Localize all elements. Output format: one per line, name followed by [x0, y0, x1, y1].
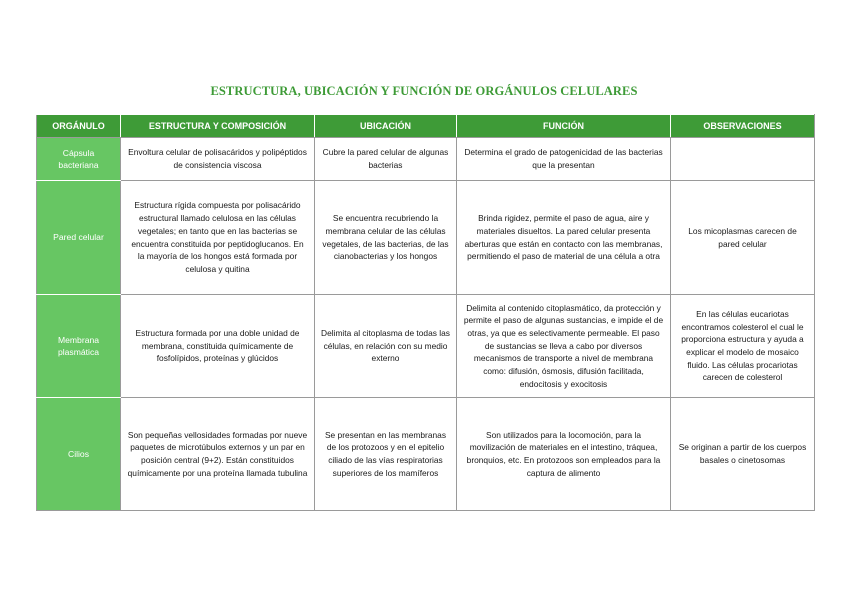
table-row	[37, 138, 815, 181]
structure-cell: Estructura formada por una doble unidad de membrana, constituida químicamente de fosfolípidos, proteínas y glúcidos	[121, 295, 315, 398]
observations-cell: En las células eucariotas encontramos colesterol el cual le proporciona estructura y ayuda a explicar el modelo de mosaico fluido. Las células procariotas carecen de colesterol	[671, 295, 815, 398]
header-function: FUNCIÓN	[457, 115, 671, 138]
document-title: ESTRUCTURA, UBICACIÓN Y FUNCIÓN DE ORGÁNULOS CELULARES	[210, 84, 638, 98]
observations-cell: Los micoplasmas carecen de pared celular	[671, 181, 815, 295]
header-observations: OBSERVACIONES	[671, 115, 815, 138]
table-row	[37, 181, 815, 295]
organ-cell: Pared celular	[37, 181, 121, 295]
function-cell: Determina el grado de patogenicidad de las bacterias que la presentan	[457, 138, 671, 181]
location-cell: Cubre la pared celular de algunas bacterias	[315, 138, 457, 181]
observations-cell: Se originan a partir de los cuerpos basales o cinetosomas	[671, 398, 815, 511]
structure-cell: Estructura rígida compuesta por polisacárido estructural llamado celulosa en las células vegetales; en tanto que en las bacterias se encuentra constituida por peptidoglucanos. En la mayoría de los hongos está formada por celulosa y quitina	[121, 181, 315, 295]
table-row	[37, 295, 815, 398]
organelles-table	[36, 114, 815, 511]
location-cell: Delimita al citoplasma de todas las células, en relación con su medio externo	[315, 295, 457, 398]
organ-cell: Cilios	[37, 398, 121, 511]
table-header-row	[37, 115, 815, 138]
organ-cell: Cápsula bacteriana	[37, 138, 121, 181]
location-cell: Se encuentra recubriendo la membrana celular de las células vegetales, de las bacterias, de las cianobacterias y los hongos	[315, 181, 457, 295]
observations-cell	[671, 138, 815, 181]
structure-cell: Son pequeñas vellosidades formadas por nueve paquetes de microtúbulos externos y un par en posición central (9+2). Están constituidos químicamente por una proteína llamada tubulina	[121, 398, 315, 511]
location-cell: Se presentan en las membranas de los protozoos y en el epitelio ciliado de las vías respiratorias superiores de los mamíferos	[315, 398, 457, 511]
header-structure: ESTRUCTURA Y COMPOSICIÓN	[121, 115, 315, 138]
function-cell: Son utilizados para la locomoción, para la movilización de materiales en el intestino, tráquea, bronquios, etc. En protozoos son empleados para la captura de alimento	[457, 398, 671, 511]
table-row	[37, 398, 815, 511]
organ-cell: Membrana plasmática	[37, 295, 121, 398]
function-cell: Delimita al contenido citoplasmático, da protección y permite el paso de algunas sustancias, e impide el de otras, ya que es selectivamente permeable. El paso de sustancias se lleva a cabo por diversos mecanismos de transporte a nivel de membrana como: difusión, ósmosis, difusión facilitada, endocitosis y exocitosis	[457, 295, 671, 398]
structure-cell: Envoltura celular de polisacáridos y polipéptidos de consistencia viscosa	[121, 138, 315, 181]
header-location: UBICACIÓN	[315, 115, 457, 138]
header-organ: ORGÁNULO	[37, 115, 121, 138]
function-cell: Brinda rigidez, permite el paso de agua, aire y materiales disueltos. La pared celular presenta aberturas que están en contacto con las membranas, permitiendo el paso de material de una célula a otra	[457, 181, 671, 295]
